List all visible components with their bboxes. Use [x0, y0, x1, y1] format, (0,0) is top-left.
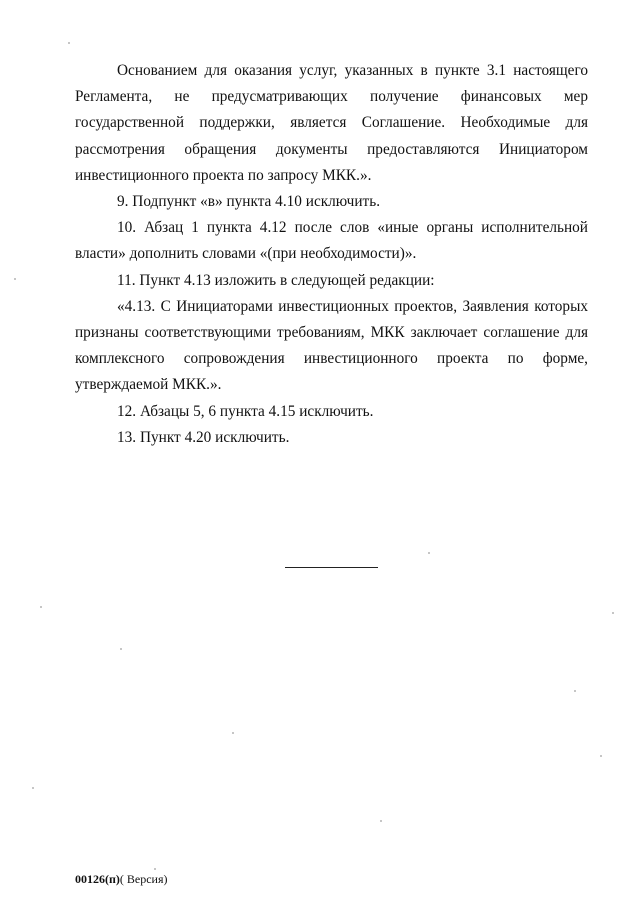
scan-speck: [600, 755, 602, 757]
document-code: 00126(п): [75, 872, 120, 886]
scan-speck: [428, 552, 430, 554]
scan-speck: [574, 690, 576, 692]
scan-speck: [14, 278, 16, 280]
scan-speck: [380, 820, 382, 822]
scan-speck: [68, 42, 70, 44]
scan-speck: [40, 606, 42, 608]
paragraph-item-10: 10. Абзац 1 пункта 4.12 после слов «иные органы исполнительной власти» дополнить словами «(при необходимости)».: [75, 219, 588, 263]
paragraph-item-13: 13. Пункт 4.20 исключить.: [117, 428, 290, 446]
scan-speck: [32, 787, 34, 789]
scan-speck: [612, 612, 614, 614]
paragraph-item-11: 11. Пункт 4.13 изложить в следующей редакции:: [117, 271, 435, 289]
end-divider: [285, 567, 378, 568]
paragraph-item-4-13: «4.13. С Инициаторами инвестиционных проектов, Заявления которых признаны соответствующими требованиям, МКК заключает соглашение для комплексного сопровождения инвестиционного проекта по форме, утверждаемой МКК.».: [75, 297, 588, 394]
document-version: ( Версия): [119, 872, 168, 886]
document-body: [75, 58, 588, 451]
scan-speck: [154, 868, 156, 870]
paragraph-basis: Основанием для оказания услуг, указанных в пункте 3.1 настоящего Регламента, не предусматривающих получение финансовых мер государственной поддержки, является Соглашение. Необходимые для рассмотрения обращения документы предоставляются Инициатором инвестиционного проекта по запросу МКК.».: [75, 62, 588, 184]
document-footer: [75, 872, 168, 886]
paragraph-item-9: 9. Подпункт «в» пункта 4.10 исключить.: [117, 193, 381, 211]
paragraph-item-12: 12. Абзацы 5, 6 пункта 4.15 исключить.: [117, 402, 374, 420]
scan-speck: [120, 648, 122, 650]
scan-speck: [232, 732, 234, 734]
